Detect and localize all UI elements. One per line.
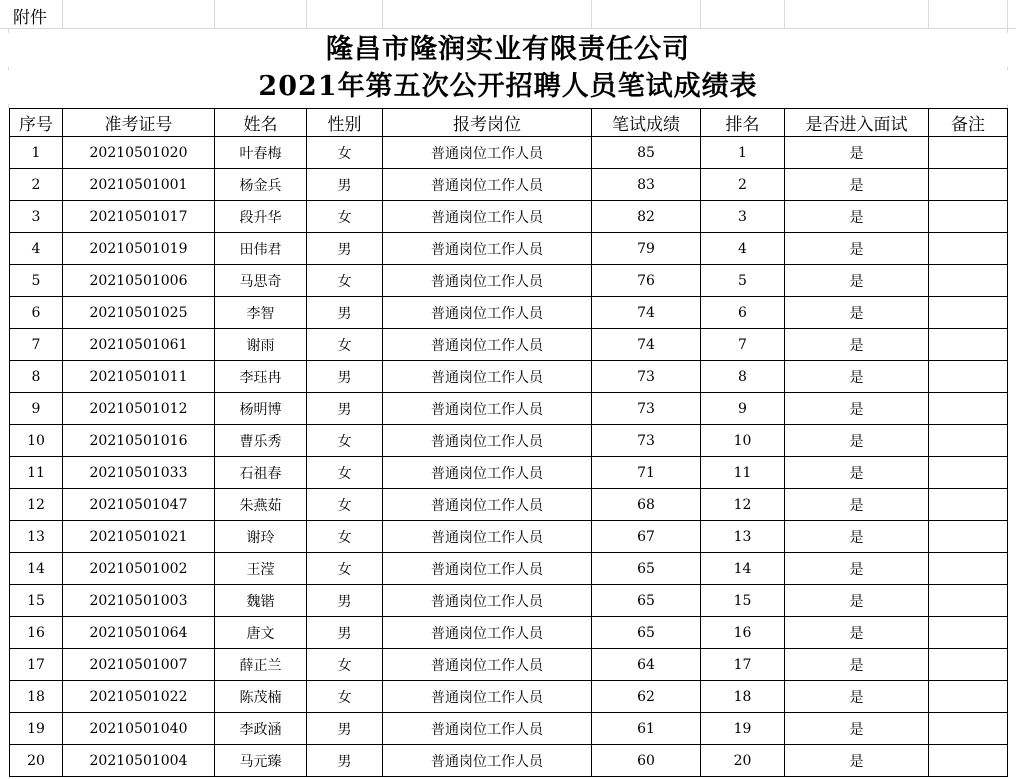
- cell-gender[interactable]: 男: [307, 617, 383, 649]
- cell-rank[interactable]: 10: [701, 425, 785, 457]
- attachment-label: 附件: [13, 8, 47, 28]
- cell-position[interactable]: 普通岗位工作人员: [383, 489, 592, 521]
- cell-remarks[interactable]: [929, 681, 1008, 713]
- cell-ticket-number[interactable]: 20210501001: [63, 169, 215, 201]
- table-row: [10, 649, 1008, 681]
- cell-gender[interactable]: 男: [307, 393, 383, 425]
- cell-interview[interactable]: 是: [785, 265, 929, 297]
- table-row: [10, 265, 1008, 297]
- cell-ticket-number[interactable]: 20210501021: [63, 521, 215, 553]
- header-cell-index[interactable]: 序号: [10, 109, 63, 137]
- cell-name[interactable]: 马思奇: [215, 265, 307, 297]
- cell-position[interactable]: 普通岗位工作人员: [383, 553, 592, 585]
- cell-position[interactable]: 普通岗位工作人员: [383, 649, 592, 681]
- scores-table: [9, 108, 1008, 777]
- cell-position[interactable]: 普通岗位工作人员: [383, 169, 592, 201]
- cell-name[interactable]: 魏锴: [215, 585, 307, 617]
- cell-name[interactable]: 薛正兰: [215, 649, 307, 681]
- header-cell-name[interactable]: 姓名: [215, 109, 307, 137]
- cell-interview[interactable]: 是: [785, 585, 929, 617]
- cell-ticket-number[interactable]: 20210501025: [63, 297, 215, 329]
- cell-score[interactable]: 65: [592, 553, 701, 585]
- cell-ticket-number[interactable]: 20210501020: [63, 137, 215, 169]
- cell-remarks[interactable]: [929, 457, 1008, 489]
- cell-ticket-number[interactable]: 20210501061: [63, 329, 215, 361]
- table-row: [10, 489, 1008, 521]
- cell-gender[interactable]: 男: [307, 233, 383, 265]
- cell-gender[interactable]: 女: [307, 649, 383, 681]
- header-cell-gender[interactable]: 性别: [307, 109, 383, 137]
- cell-gender[interactable]: 女: [307, 425, 383, 457]
- table-row: [10, 297, 1008, 329]
- cell-score[interactable]: 62: [592, 681, 701, 713]
- cell-ticket-number[interactable]: 20210501047: [63, 489, 215, 521]
- cell-interview[interactable]: 是: [785, 649, 929, 681]
- cell-score[interactable]: 73: [592, 393, 701, 425]
- cell-index[interactable]: 10: [10, 425, 63, 457]
- table-row: [10, 745, 1008, 777]
- header-cell-remarks[interactable]: 备注: [929, 109, 1008, 137]
- cell-interview[interactable]: 是: [785, 457, 929, 489]
- cell-index[interactable]: 9: [10, 393, 63, 425]
- cell-interview[interactable]: 是: [785, 713, 929, 745]
- cell-name[interactable]: 朱燕茹: [215, 489, 307, 521]
- cell-ticket-number[interactable]: 20210501004: [63, 745, 215, 777]
- cell-gender[interactable]: 男: [307, 745, 383, 777]
- cell-rank[interactable]: 16: [701, 617, 785, 649]
- cell-interview[interactable]: 是: [785, 489, 929, 521]
- cell-ticket-number[interactable]: 20210501011: [63, 361, 215, 393]
- cell-score[interactable]: 76: [592, 265, 701, 297]
- cell-gender[interactable]: 男: [307, 169, 383, 201]
- cell-position[interactable]: 普通岗位工作人员: [383, 393, 592, 425]
- cell-remarks[interactable]: [929, 585, 1008, 617]
- cell-index[interactable]: 18: [10, 681, 63, 713]
- cell-index[interactable]: 12: [10, 489, 63, 521]
- cell-index[interactable]: 11: [10, 457, 63, 489]
- cell-gender[interactable]: 女: [307, 553, 383, 585]
- table-row: [10, 201, 1008, 233]
- cell-rank[interactable]: 19: [701, 713, 785, 745]
- table-row: [10, 713, 1008, 745]
- cell-score[interactable]: 67: [592, 521, 701, 553]
- table-row: [10, 233, 1008, 265]
- cell-interview[interactable]: 是: [785, 169, 929, 201]
- cell-gender[interactable]: 男: [307, 585, 383, 617]
- cell-index[interactable]: 7: [10, 329, 63, 361]
- cell-name[interactable]: 石祖春: [215, 457, 307, 489]
- cell-name[interactable]: 谢雨: [215, 329, 307, 361]
- cell-ticket-number[interactable]: 20210501033: [63, 457, 215, 489]
- cell-score[interactable]: 68: [592, 489, 701, 521]
- table-row: [10, 361, 1008, 393]
- cell-name[interactable]: 唐文: [215, 617, 307, 649]
- cell-rank[interactable]: 3: [701, 201, 785, 233]
- cell-remarks[interactable]: [929, 553, 1008, 585]
- cell-position[interactable]: 普通岗位工作人员: [383, 329, 592, 361]
- cell-index[interactable]: 17: [10, 649, 63, 681]
- cell-position[interactable]: 普通岗位工作人员: [383, 201, 592, 233]
- cell-position[interactable]: 普通岗位工作人员: [383, 265, 592, 297]
- cell-interview[interactable]: 是: [785, 521, 929, 553]
- cell-ticket-number[interactable]: 20210501017: [63, 201, 215, 233]
- cell-score[interactable]: 73: [592, 361, 701, 393]
- table-row: [10, 553, 1008, 585]
- header-cell-ticket-number[interactable]: 准考证号: [63, 109, 215, 137]
- document-title: 隆昌市隆润实业有限责任公司: [0, 33, 1016, 67]
- cell-rank[interactable]: 13: [701, 521, 785, 553]
- cell-index[interactable]: 4: [10, 233, 63, 265]
- cell-name[interactable]: 段升华: [215, 201, 307, 233]
- cell-score[interactable]: 60: [592, 745, 701, 777]
- cell-gender[interactable]: 男: [307, 297, 383, 329]
- cell-position[interactable]: 普通岗位工作人员: [383, 521, 592, 553]
- cell-remarks[interactable]: [929, 329, 1008, 361]
- cell-interview[interactable]: 是: [785, 361, 929, 393]
- header-cell-interview[interactable]: 是否进入面试: [785, 109, 929, 137]
- cell-interview[interactable]: 是: [785, 393, 929, 425]
- cell-index[interactable]: 14: [10, 553, 63, 585]
- cell-index[interactable]: 19: [10, 713, 63, 745]
- cell-remarks[interactable]: [929, 361, 1008, 393]
- cell-rank[interactable]: 11: [701, 457, 785, 489]
- cell-index[interactable]: 16: [10, 617, 63, 649]
- cell-remarks[interactable]: [929, 617, 1008, 649]
- cell-rank[interactable]: 17: [701, 649, 785, 681]
- cell-position[interactable]: 普通岗位工作人员: [383, 457, 592, 489]
- cell-interview[interactable]: 是: [785, 425, 929, 457]
- table-row: [10, 681, 1008, 713]
- cell-score[interactable]: 65: [592, 617, 701, 649]
- cell-position[interactable]: 普通岗位工作人员: [383, 681, 592, 713]
- cell-remarks[interactable]: [929, 393, 1008, 425]
- cell-name[interactable]: 田伟君: [215, 233, 307, 265]
- cell-position[interactable]: 普通岗位工作人员: [383, 585, 592, 617]
- table-row: [10, 393, 1008, 425]
- cell-name[interactable]: 叶春梅: [215, 137, 307, 169]
- cell-rank[interactable]: 18: [701, 681, 785, 713]
- cell-name[interactable]: 杨明博: [215, 393, 307, 425]
- cell-rank[interactable]: 6: [701, 297, 785, 329]
- cell-remarks[interactable]: [929, 201, 1008, 233]
- cell-gender[interactable]: 女: [307, 201, 383, 233]
- cell-rank[interactable]: 20: [701, 745, 785, 777]
- cell-interview[interactable]: 是: [785, 233, 929, 265]
- cell-rank[interactable]: 1: [701, 137, 785, 169]
- header-row: [10, 109, 1008, 137]
- cell-index[interactable]: 3: [10, 201, 63, 233]
- cell-remarks[interactable]: [929, 649, 1008, 681]
- cell-name[interactable]: 李珏冉: [215, 361, 307, 393]
- header-cell-rank[interactable]: 排名: [701, 109, 785, 137]
- cell-name[interactable]: 李政涵: [215, 713, 307, 745]
- cell-rank[interactable]: 15: [701, 585, 785, 617]
- cell-index[interactable]: 6: [10, 297, 63, 329]
- cell-position[interactable]: 普通岗位工作人员: [383, 713, 592, 745]
- cell-score[interactable]: 64: [592, 649, 701, 681]
- cell-position[interactable]: 普通岗位工作人员: [383, 745, 592, 777]
- cell-name[interactable]: 李智: [215, 297, 307, 329]
- cell-rank[interactable]: 7: [701, 329, 785, 361]
- cell-name[interactable]: 杨金兵: [215, 169, 307, 201]
- cell-remarks[interactable]: [929, 297, 1008, 329]
- cell-rank[interactable]: 12: [701, 489, 785, 521]
- cell-ticket-number[interactable]: 20210501006: [63, 265, 215, 297]
- header-cell-position[interactable]: 报考岗位: [383, 109, 592, 137]
- cell-gender[interactable]: 女: [307, 521, 383, 553]
- cell-name[interactable]: 谢玲: [215, 521, 307, 553]
- cell-score[interactable]: 74: [592, 329, 701, 361]
- cell-gender[interactable]: 男: [307, 361, 383, 393]
- cell-remarks[interactable]: [929, 233, 1008, 265]
- cell-score[interactable]: 85: [592, 137, 701, 169]
- cell-name[interactable]: 王滢: [215, 553, 307, 585]
- cell-ticket-number[interactable]: 20210501002: [63, 553, 215, 585]
- cell-remarks[interactable]: [929, 713, 1008, 745]
- cell-gender[interactable]: 女: [307, 489, 383, 521]
- cell-rank[interactable]: 8: [701, 361, 785, 393]
- cell-gender[interactable]: 女: [307, 265, 383, 297]
- cell-name[interactable]: 曹乐秀: [215, 425, 307, 457]
- cell-index[interactable]: 8: [10, 361, 63, 393]
- cell-ticket-number[interactable]: 20210501016: [63, 425, 215, 457]
- cell-interview[interactable]: 是: [785, 201, 929, 233]
- cell-ticket-number[interactable]: 20210501012: [63, 393, 215, 425]
- cell-remarks[interactable]: [929, 169, 1008, 201]
- cell-rank[interactable]: 5: [701, 265, 785, 297]
- table-row: [10, 521, 1008, 553]
- cell-interview[interactable]: 是: [785, 137, 929, 169]
- table-row: [10, 585, 1008, 617]
- cell-rank[interactable]: 14: [701, 553, 785, 585]
- cell-position[interactable]: 普通岗位工作人员: [383, 361, 592, 393]
- cell-index[interactable]: 5: [10, 265, 63, 297]
- cell-index[interactable]: 1: [10, 137, 63, 169]
- table-row: [10, 169, 1008, 201]
- cell-score[interactable]: 79: [592, 233, 701, 265]
- cell-position[interactable]: 普通岗位工作人员: [383, 137, 592, 169]
- cell-score[interactable]: 73: [592, 425, 701, 457]
- cell-ticket-number[interactable]: 20210501003: [63, 585, 215, 617]
- cell-gender[interactable]: 女: [307, 681, 383, 713]
- cell-score[interactable]: 65: [592, 585, 701, 617]
- cell-gender[interactable]: 女: [307, 329, 383, 361]
- table-row: [10, 457, 1008, 489]
- cell-index[interactable]: 13: [10, 521, 63, 553]
- cell-remarks[interactable]: [929, 489, 1008, 521]
- cell-position[interactable]: 普通岗位工作人员: [383, 233, 592, 265]
- cell-remarks[interactable]: [929, 521, 1008, 553]
- cell-score[interactable]: 83: [592, 169, 701, 201]
- table-row: [10, 617, 1008, 649]
- cell-index[interactable]: 2: [10, 169, 63, 201]
- cell-rank[interactable]: 9: [701, 393, 785, 425]
- document-subtitle: 2021年第五次公开招聘人员笔试成绩表: [0, 70, 1016, 104]
- cell-interview[interactable]: 是: [785, 553, 929, 585]
- table-row: [10, 329, 1008, 361]
- cell-position[interactable]: 普通岗位工作人员: [383, 425, 592, 457]
- cell-interview[interactable]: 是: [785, 617, 929, 649]
- cell-remarks[interactable]: [929, 265, 1008, 297]
- cell-score[interactable]: 82: [592, 201, 701, 233]
- cell-ticket-number[interactable]: 20210501064: [63, 617, 215, 649]
- cell-gender[interactable]: 女: [307, 137, 383, 169]
- cell-ticket-number[interactable]: 20210501019: [63, 233, 215, 265]
- cell-score[interactable]: 71: [592, 457, 701, 489]
- cell-remarks[interactable]: [929, 425, 1008, 457]
- cell-interview[interactable]: 是: [785, 297, 929, 329]
- cell-score[interactable]: 61: [592, 713, 701, 745]
- cell-score[interactable]: 74: [592, 297, 701, 329]
- cell-ticket-number[interactable]: 20210501022: [63, 681, 215, 713]
- header-cell-score[interactable]: 笔试成绩: [592, 109, 701, 137]
- cell-ticket-number[interactable]: 20210501007: [63, 649, 215, 681]
- cell-interview[interactable]: 是: [785, 681, 929, 713]
- cell-rank[interactable]: 2: [701, 169, 785, 201]
- cell-index[interactable]: 20: [10, 745, 63, 777]
- cell-rank[interactable]: 4: [701, 233, 785, 265]
- cell-name[interactable]: 马元臻: [215, 745, 307, 777]
- cell-gender[interactable]: 男: [307, 713, 383, 745]
- cell-index[interactable]: 15: [10, 585, 63, 617]
- cell-interview[interactable]: 是: [785, 745, 929, 777]
- cell-gender[interactable]: 女: [307, 457, 383, 489]
- cell-position[interactable]: 普通岗位工作人员: [383, 297, 592, 329]
- cell-remarks[interactable]: [929, 137, 1008, 169]
- table-row: [10, 425, 1008, 457]
- table-row: [10, 137, 1008, 169]
- cell-position[interactable]: 普通岗位工作人员: [383, 617, 592, 649]
- cell-interview[interactable]: 是: [785, 329, 929, 361]
- cell-name[interactable]: 陈茂楠: [215, 681, 307, 713]
- cell-ticket-number[interactable]: 20210501040: [63, 713, 215, 745]
- cell-remarks[interactable]: [929, 745, 1008, 777]
